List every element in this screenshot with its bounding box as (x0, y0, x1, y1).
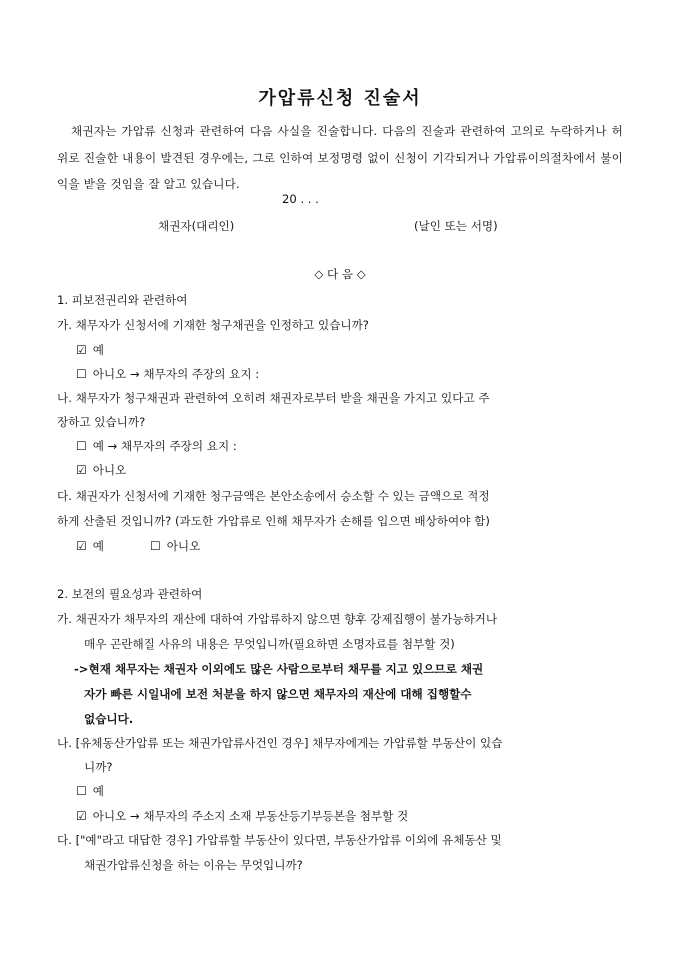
section-1-title: 1. 피보전권리와 관련하여 (57, 293, 188, 307)
section-2-title: 2. 보전의 필요성과 관련하여 (57, 587, 203, 601)
option-label: 예 (92, 343, 104, 357)
empty-box-icon[interactable]: ☐ (76, 439, 87, 453)
s2-question-c-line1: 다. ["예"라고 대답한 경우] 가압류할 부동산이 있다면, 부동산가압류 이외에 유체동산 및 (57, 833, 502, 847)
s1-c-no-option[interactable] (150, 538, 200, 554)
date-line: 20 . . . (282, 192, 319, 206)
option-label: 아니오 → 채무자의 주소지 소재 부동산등기부등본을 첨부할 것 (92, 809, 409, 823)
s2-answer-a-line2: 자가 빠른 시일내에 보전 처분을 하지 않으면 채무자의 재산에 대해 집행할수 (84, 687, 472, 701)
s1-question-c-line1: 다. 채권자가 신청서에 기재한 청구금액은 본안소송에서 승소할 수 있는 금액으로 적정 (57, 489, 490, 503)
option-label: 아니오 (92, 463, 127, 477)
s2-question-b-line1: 나. [유체동산가압류 또는 채권가압류사건인 경우] 채무자에게는 가압류할 부동산이 있습 (57, 736, 503, 750)
s1-question-b-line1: 나. 채무자가 청구채권과 관련하여 오히려 채권자로부터 받을 채권을 가지고 있다고 주 (57, 391, 490, 405)
section-heading: ◇ 다 음 ◇ (314, 267, 366, 281)
option-label: 예 → 채무자의 주장의 요지 : (92, 439, 237, 453)
s1-c-yes-option[interactable] (76, 538, 104, 554)
s2-answer-a-line1: ->현재 채무자는 채권자 이외에도 많은 사람으로부터 채무를 지고 있으므로 채권 (74, 662, 484, 676)
intro-paragraph: 채권자는 가압류 신청과 관련하여 다음 사실을 진술합니다. 다음의 진술과 관련하여 고의로 누락하거나 허위로 진술한 내용이 발견된 경우에는, 그로 인하여 보정명령 없이 신청이 기각되거나 가압류이의절차에서 불이익을 받을 것임을 잘 알고 있습니다. (57, 124, 623, 191)
document-title: 가압류신청 진술서 (258, 88, 422, 109)
seal-label: (날인 또는 서명) (414, 219, 498, 233)
s1-b-yes-option[interactable] (76, 438, 237, 454)
s2-question-c-line2: 채권가압류신청을 하는 이유는 무엇입니까? (84, 858, 303, 872)
s2-question-b-line2: 니까? (84, 760, 113, 774)
empty-box-icon[interactable]: ☐ (150, 539, 161, 553)
s1-question-a: 가. 채무자가 신청서에 기재한 청구채권을 인정하고 있습니까? (57, 318, 369, 332)
s2-b-yes-option[interactable] (76, 783, 104, 799)
s1-question-c-line2: 하게 산출된 것입니까? (과도한 가압류로 인해 채무자가 손해를 입으면 배상하여야 함) (57, 514, 490, 528)
signer-label: 채권자(대리인) (158, 219, 235, 233)
option-label: 예 (92, 784, 104, 798)
checked-box-icon[interactable]: ☑ (76, 809, 87, 823)
option-label: 아니오 → 채무자의 주장의 요지 : (92, 367, 260, 381)
empty-box-icon[interactable]: ☐ (76, 784, 87, 798)
s2-answer-a-line3: 없습니다. (84, 712, 134, 726)
empty-box-icon[interactable]: ☐ (76, 367, 87, 381)
checked-box-icon[interactable]: ☑ (76, 539, 87, 553)
checked-box-icon[interactable]: ☑ (76, 463, 87, 477)
s2-b-no-option[interactable] (76, 808, 408, 824)
s2-question-a-line2: 매우 곤란해질 사유의 내용은 무엇입니까(필요하면 소명자료를 첨부할 것) (84, 637, 455, 651)
s1-question-b-line2: 장하고 있습니까? (57, 415, 146, 429)
s1-a-no-option[interactable] (76, 366, 259, 382)
option-label: 아니오 (166, 539, 201, 553)
s2-question-a-line1: 가. 채권자가 채무자의 재산에 대하여 가압류하지 않으면 향후 강제집행이 불가능하거나 (57, 612, 498, 626)
option-label: 예 (92, 539, 104, 553)
checked-box-icon[interactable]: ☑ (76, 343, 87, 357)
s1-a-yes-option[interactable] (76, 342, 104, 358)
s1-b-no-option[interactable] (76, 462, 126, 478)
